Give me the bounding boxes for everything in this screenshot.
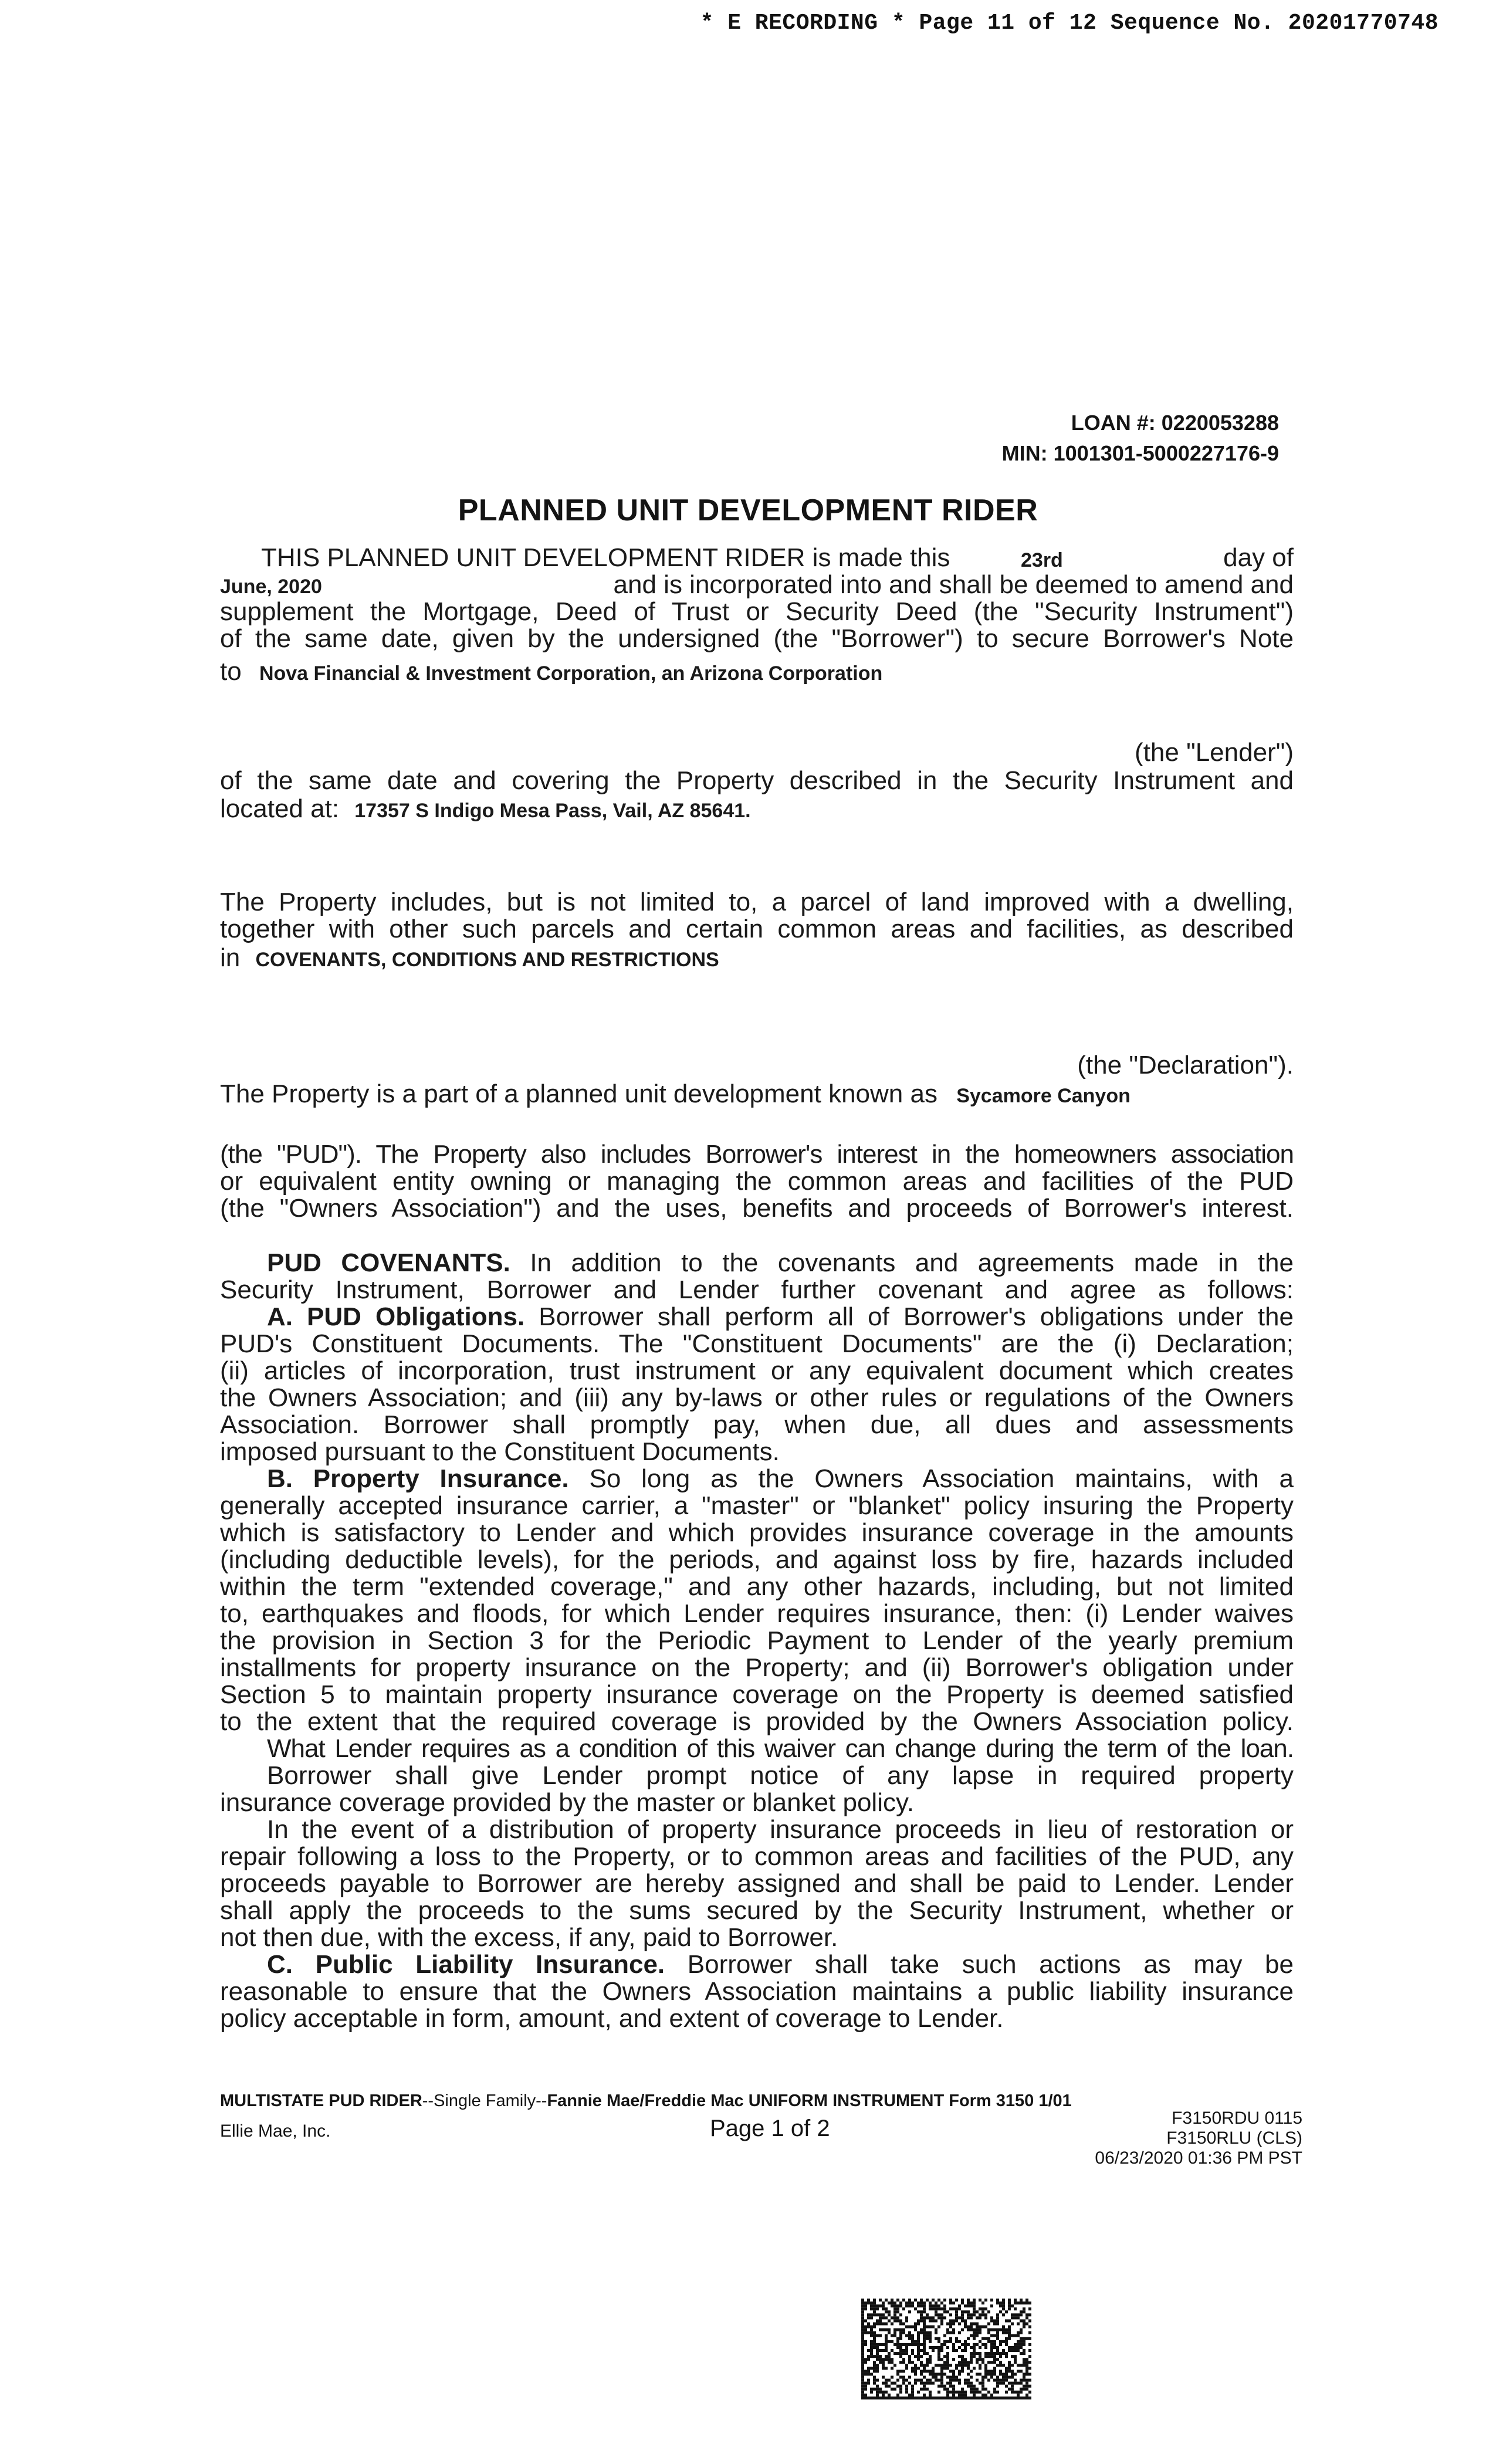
section-c-line-1	[220, 1951, 1294, 1978]
section-b-proceeds-line-4: shall apply the proceeds to the sums secured by the Security Instrument, whether or	[220, 1896, 1294, 1925]
recording-header: * E RECORDING * Page 11 of 12 Sequence No. 20201770748	[700, 11, 1439, 36]
2d-barcode-icon	[861, 2299, 1031, 2399]
pud-line-1: (the "PUD"). The Property also includes Borrower's interest in the homeowners association	[220, 1140, 1294, 1169]
day-of-label: day of	[1223, 543, 1294, 572]
section-a-line-5: Association. Borrower shall promptly pay, when due, all dues and assessments	[220, 1410, 1294, 1439]
covenants-intro-text: In addition to the covenants and agreements made in the	[530, 1248, 1294, 1277]
lender-name: Nova Financial & Investment Corporation, an Arizona Corporation	[259, 662, 883, 685]
footer-code-1: F3150RDU 0115	[1172, 2108, 1302, 2128]
footer-page-number: Page 1 of 2	[710, 2116, 830, 2141]
section-b-text: So long as the Owners Association maintains, with a	[589, 1464, 1294, 1493]
section-c-text: Borrower shall take such actions as may be	[687, 1950, 1294, 1979]
lender-tag: (the "Lender")	[1135, 738, 1294, 767]
declaration-tag: (the "Declaration").	[1077, 1051, 1294, 1079]
section-b-line-8: installments for property insurance on the Property; and (ii) Borrower's obligation under	[220, 1653, 1294, 1682]
section-b-notice-line-2: insurance coverage provided by the master or blanket policy.	[220, 1788, 914, 1817]
covenants-intro-line-2: Security Instrument, Borrower and Lender further covenant and agree as follows:	[220, 1275, 1294, 1304]
intro-line-3: supplement the Mortgage, Deed of Trust or Security Deed (the "Security Instrument")	[220, 597, 1294, 626]
pud-name: Sycamore Canyon	[956, 1085, 1131, 1107]
section-b-proceeds-line-1	[220, 1816, 1294, 1843]
intro-line-4: of the same date, given by the undersigned (the "Borrower") to secure Borrower's Note	[220, 624, 1294, 653]
section-c-line-3: policy acceptable in form, amount, and extent of coverage to Lender.	[220, 2004, 1004, 2033]
section-a-line-2: PUD's Constituent Documents. The "Constituent Documents" are the (i) Declaration;	[220, 1329, 1294, 1358]
section-b-notice-text: Borrower shall give Lender prompt notice of any lapse in required property	[267, 1761, 1294, 1790]
footer-timestamp: 06/23/2020 01:36 PM PST	[1095, 2148, 1302, 2168]
footer-code-2: F3150RLU (CLS)	[1166, 2128, 1302, 2148]
pud-text: The Property is a part of a planned unit development known as	[220, 1079, 937, 1108]
section-b-line-7: the provision in Section 3 for the Periodic Payment to Lender of the yearly premium	[220, 1626, 1294, 1655]
date-value: June, 2020	[220, 576, 322, 598]
section-b-line-5: within the term "extended coverage," and any other hazards, including, but not limited	[220, 1572, 1294, 1601]
loan-number: LOAN #: 0220053288	[1071, 411, 1279, 435]
section-b-proceeds-line-2: repair following a loss to the Property, or to common areas and facilities of the PUD, any	[220, 1842, 1294, 1871]
intro-line-2-text: and is incorporated into and shall be deemed to amend and	[613, 570, 1294, 599]
property-line-2: together with other such parcels and certain common areas and facilities, as described	[220, 915, 1294, 943]
intro-line-8	[220, 796, 1294, 824]
property-address: 17357 S Indigo Mesa Pass, Vail, AZ 85641.	[354, 800, 751, 822]
footer-vendor: Ellie Mae, Inc.	[220, 2121, 331, 2141]
section-b-proceeds-line-5: not then due, with the excess, if any, paid to Borrower.	[220, 1923, 838, 1952]
section-a-line-3: (ii) articles of incorporation, trust instrument or any equivalent document which creates	[220, 1356, 1294, 1385]
section-b-waiver-line	[220, 1735, 1294, 1762]
section-b-line-3: which is satisfactory to Lender and which provides insurance coverage in the amounts	[220, 1518, 1294, 1547]
located-label: located at:	[220, 794, 340, 823]
property-line-3	[220, 945, 1294, 973]
section-b-line-2: generally accepted insurance carrier, a "master" or "blanket" policy insuring the Property	[220, 1491, 1294, 1520]
section-a-line-1	[220, 1304, 1294, 1330]
section-a-line-6: imposed pursuant to the Constituent Documents.	[220, 1437, 780, 1466]
footer-form-suffix: Fannie Mae/Freddie Mac UNIFORM INSTRUMENT Form 3150 1/01	[547, 2091, 1072, 2110]
section-b-line-6: to, earthquakes and floods, for which Lender requires insurance, then: (i) Lender waives	[220, 1599, 1294, 1628]
section-a-heading: A. PUD Obligations.	[267, 1302, 525, 1331]
pud-line-2: or equivalent entity owning or managing the common areas and facilities of the PUD	[220, 1167, 1294, 1196]
min-number: MIN: 1001301-5000227176-9	[1001, 441, 1279, 465]
covenants-intro-line-1	[220, 1250, 1294, 1276]
document-title: PLANNED UNIT DEVELOPMENT RIDER	[458, 493, 1038, 527]
section-b-notice-line-1	[220, 1762, 1294, 1789]
section-a-text: Borrower shall perform all of Borrower's obligations under the	[539, 1302, 1294, 1331]
section-b-line-1	[220, 1465, 1294, 1492]
section-b-line-10: to the extent that the required coverage is provided by the Owners Association policy.	[220, 1707, 1294, 1736]
section-b-proceeds-line-3: proceeds payable to Borrower are hereby assigned and shall be paid to Lender. Lender	[220, 1869, 1294, 1898]
section-c-line-2: reasonable to ensure that the Owners Association maintains a public liability insurance	[220, 1977, 1294, 2006]
pud-line-3: (the "Owners Association") and the uses, benefits and proceeds of Borrower's interest.	[220, 1194, 1294, 1223]
section-b-waiver-text: What Lender requires as a condition of this waiver can change during the term of the loan.	[267, 1734, 1294, 1763]
declaration-name: COVENANTS, CONDITIONS AND RESTRICTIONS	[255, 949, 719, 971]
footer-form-prefix: MULTISTATE PUD RIDER	[220, 2091, 422, 2110]
section-b-heading: B. Property Insurance.	[267, 1464, 569, 1493]
intro-line-1	[220, 544, 1294, 571]
section-b-line-9: Section 5 to maintain property insurance coverage on the Property is deemed satisfied	[220, 1680, 1294, 1709]
to-label: to	[220, 657, 242, 686]
section-a-line-4: the Owners Association; and (iii) any by-laws or other rules or regulations of the Owners	[220, 1383, 1294, 1412]
property-line-1: The Property includes, but is not limited to, a parcel of land improved with a dwelling,	[220, 888, 1294, 916]
day-value: 23rd	[1021, 549, 1063, 571]
section-b-proceeds-text: In the event of a distribution of property insurance proceeds in lieu of restoration or	[267, 1815, 1294, 1844]
intro-text: THIS PLANNED UNIT DEVELOPMENT RIDER is made this	[261, 543, 950, 572]
pud-line	[220, 1081, 1294, 1109]
section-c-heading: C. Public Liability Insurance.	[267, 1950, 665, 1979]
intro-line-5	[220, 658, 1294, 687]
intro-line-7: of the same date and covering the Property described in the Security Instrument and	[220, 766, 1294, 795]
covenants-heading: PUD COVENANTS.	[267, 1248, 510, 1277]
footer-form-line	[220, 2091, 1072, 2111]
intro-line-2	[220, 571, 1294, 600]
section-b-line-4: (including deductible levels), for the periods, and against loss by fire, hazards included	[220, 1545, 1294, 1574]
footer-form-mid: --Single Family--	[422, 2091, 547, 2110]
in-label: in	[220, 943, 241, 972]
